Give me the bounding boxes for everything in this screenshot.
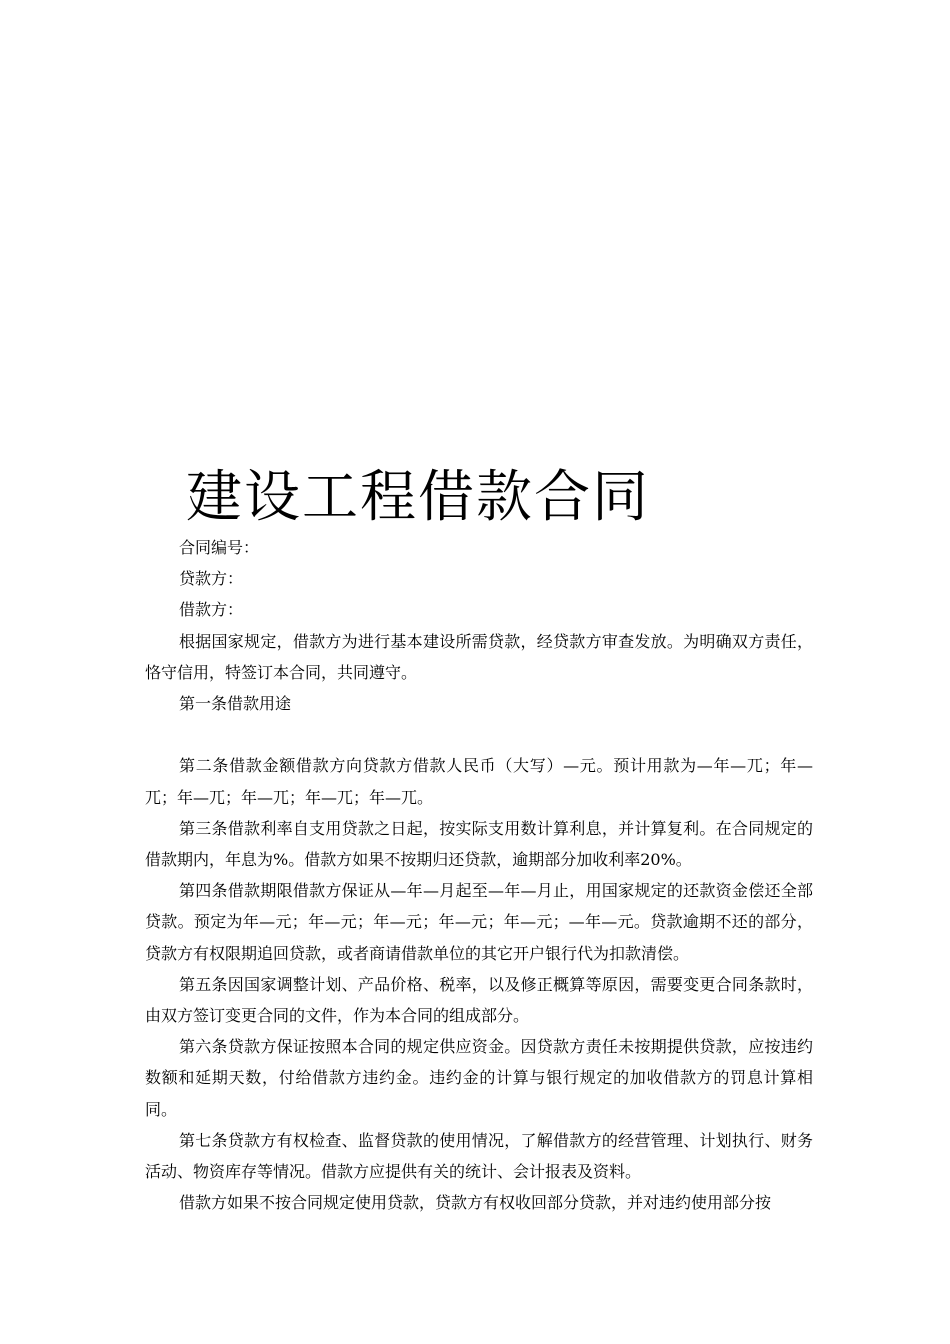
document-title: 建设工程借款合同 [186,465,650,530]
article-7-paragraph: 第七条贷款方有权检查、监督贷款的使用情况，了解借款方的经营管理、计划执行、财务活动、物资库存等情况。借款方应提供有关的统计、会计报表及资料。 [145,1130,813,1182]
lender-field: 贷款方： [179,569,244,589]
borrower-field: 借款方： [179,600,244,620]
article-3-paragraph: 第三条借款利率自支用贷款之日起，按实际支用数计算利息，并计算复利。在合同规定的借款期内，年息为%。借款方如果不按期归还贷款，逾期部分加收利率20%。 [145,818,813,870]
article-7-continuation: 借款方如果不按合同规定使用贷款，贷款方有权收回部分贷款，并对违约使用部分按 [179,1193,772,1213]
article-2-paragraph: 第二条借款金额借款方向贷款方借款人民币（大写）—元。预计用款为—年—兀；年—兀；年—兀；年—兀；年—兀；年—兀。 [145,756,813,807]
article-4-paragraph: 第四条借款期限借款方保证从—年—月起至—年—月止，用国家规定的还款资金偿还全部贷款。预定为年—元；年—元；年—元；年—元；年—元；—年—元。贷款逾期不还的部分，贷款方有权限期追回贷款，或者商请借款单位的其它开户银行代为扣款清偿。 [145,881,813,963]
article-5-paragraph: 第五条因国家调整计划、产品价格、税率，以及修正概算等原因，需要变更合同条款时，由双方签订变更合同的文件，作为本合同的组成部分。 [145,974,813,1026]
contract-number-field: 合同编号： [179,538,260,557]
preamble-paragraph: 根据国家规定，借款方为进行基本建设所需贷款，经贷款方审查发放。为明确双方责任，恪守信用，特签订本合同，共同遵守。 [145,631,813,682]
document-body [145,532,813,1218]
article-6-paragraph: 第六条贷款方保证按照本合同的规定供应资金。因贷款方责任未按期提供贷款，应按违约数额和延期天数，付给借款方违约金。违约金的计算与银行规定的加收借款方的罚息计算相同。 [145,1037,813,1119]
article-1-heading: 第一条借款用途 [179,694,292,714]
